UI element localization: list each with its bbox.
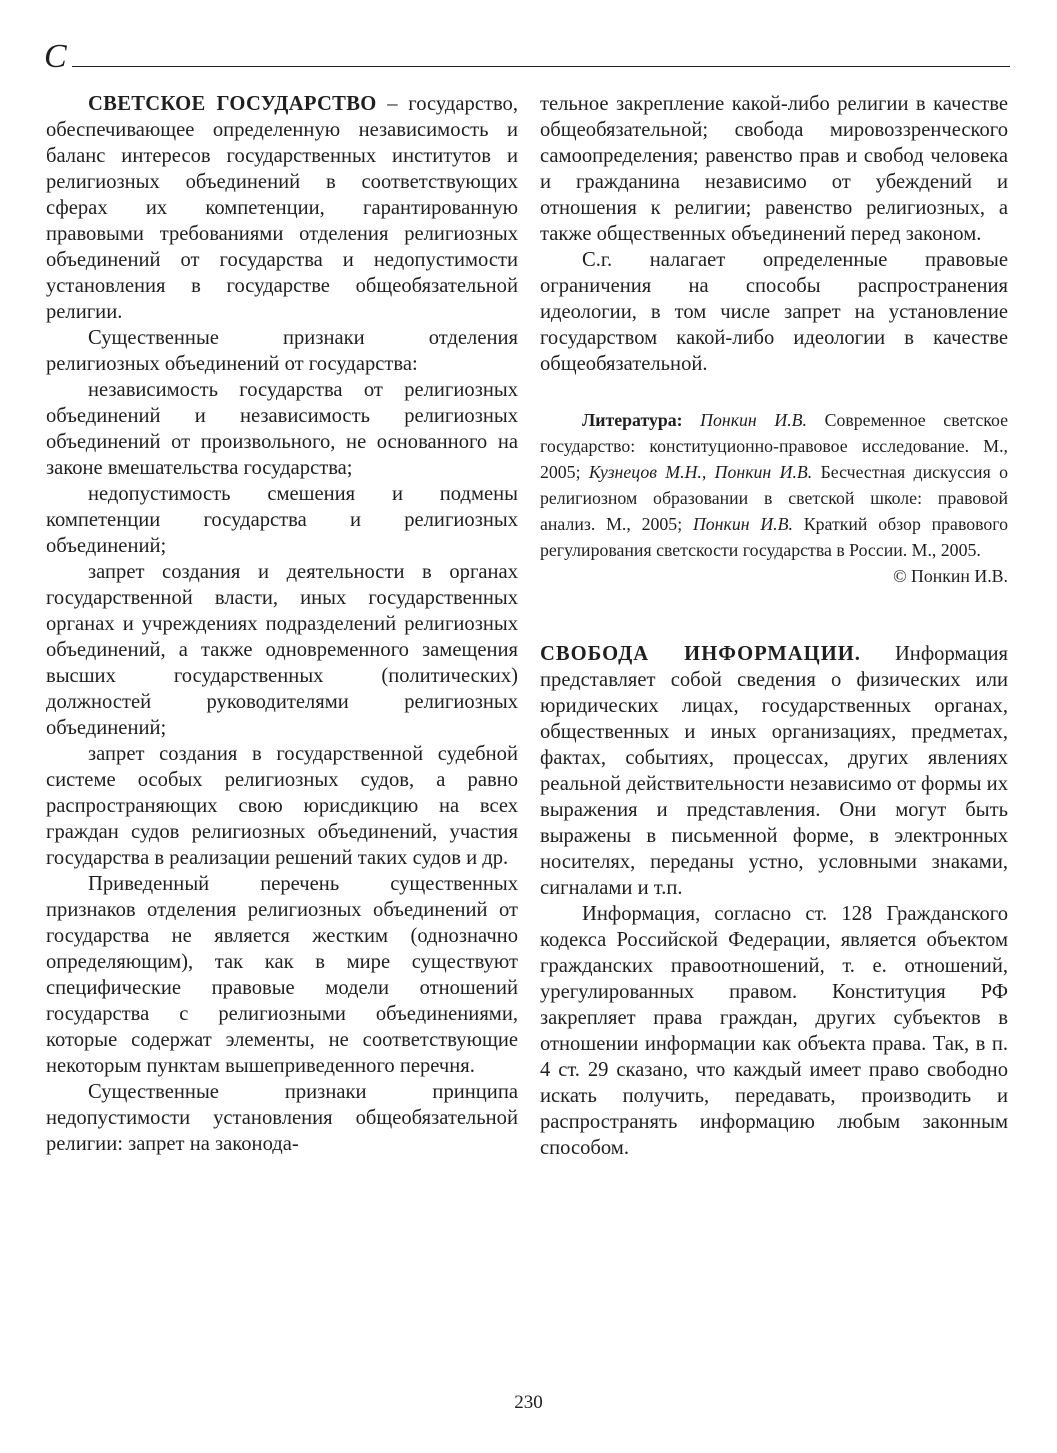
literature-block: [540, 407, 1008, 563]
page-number: 230: [514, 1392, 543, 1413]
paragraph-ideology: С.г. налагает определенные правовые ограничения на способы распространения идеологии, в том числе запрет на установление государством какой-либо идеологии в качестве общеобязательной.: [540, 249, 1008, 375]
paragraph-principle-continued: тельное закрепление какой-либо религии в качестве общеобязательной; свобода мировоззренческого самоопределения; равенство прав и свобод человека и гражданина независимо от убеждений и отношения к религии; равенство религиозных, а также общественных объединений перед законом.: [540, 93, 1008, 245]
header-rule: [72, 66, 1010, 67]
literature-label: Литература:: [582, 410, 683, 430]
paragraph-signs-intro: Существенные признаки отделения религиозных объединений от государства:: [46, 327, 518, 375]
copyright-line: © Понкин И.В.: [893, 566, 1008, 586]
paragraph-information: Информация, согласно ст. 128 Гражданского кодекса Российской Федерации, является объектом гражданских правоотношений, т. е. отношений, урегулированных правом. Конституция РФ закрепляет права граждан, других субъектов в отношении информации как объекта права. Так, в п. 4 ст. 29 сказано, что каждый имеет право свободно искать получить, передавать, производить и распространять информацию любым законным способом.: [540, 903, 1008, 1159]
entry-definition: – государство, обеспечивающее определенную независимость и баланс интересов государственных институтов и религиозных объединений в соответствующих сферах их компетенции, гарантированную правовыми требованиями отделения религиозных объединений от государства и недопустимости установления в государстве общеобязательной религии.: [46, 93, 519, 323]
entry-definition: [540, 641, 1008, 901]
literature-author: Понкин И.В.: [692, 514, 793, 534]
entry-term: СВЕТСКОЕ ГОСУДАРСТВО: [88, 93, 377, 115]
list-item: запрет создания и деятельности в органах государственной власти, иных государственных органах и учреждениях подразделений религиозных объединений, а также одновременного замещения высших государственных (политических) должностей руководителями религиозных объединений;: [46, 561, 518, 739]
entry-definition-text: Информация представляет собой сведения о физических или юридических лицах, государственных органах, общественных и иных организациях, предметах, фактах, событиях, процессах, других явлениях реальной действительности независимо от формы их выражения и представления. Они могут быть выражены в письменной форме, в электронных носителях, переданы устно, условными знаками, сигналами и т.п.: [540, 643, 1009, 899]
literature-text: Современное светское государство: конституционно-правовое исследование. М., 2005;: [540, 410, 1008, 482]
header-section-letter: С: [44, 38, 67, 75]
paragraph-principle-start: Существенные признаки принципа недопустимости установления общеобязательной религии: запрет на законода-: [46, 1081, 518, 1155]
list-item: запрет создания в государственной судебной системе особых религиозных судов, а равно распространяющих свою юрисдикцию на всех граждан судов религиозных объединений, участия государства в реализации решений таких судов и др.: [46, 743, 518, 869]
entry-secular-state: [46, 91, 518, 325]
list-item: независимость государства от религиозных объединений и независимость религиозных объединений от произвольного, не основанного на законе вмешательства государства;: [46, 379, 518, 479]
entry-freedom-of-information: [540, 641, 1008, 1161]
literature-text: Краткий обзор правового регулирования светскости государства в России. М., 2005.: [540, 514, 1009, 560]
right-column: [540, 91, 1008, 1161]
literature-author: Понкин И.В.: [700, 410, 807, 430]
literature-author: Кузнецов М.Н., Понкин И.В.: [588, 462, 813, 482]
literature-text: Бесчестная дискуссия о религиозном образовании в светской школе: правовой анализ. М., 2005;: [540, 462, 1009, 534]
left-column: [46, 91, 518, 1157]
list-item: недопустимость смешения и подмены компетенции государства и религиозных объединений;: [46, 483, 518, 557]
paragraph-list-note: Приведенный перечень существенных признаков отделения религиозных объединений от государства не является жестким (однозначно определяющим), так как в мире существуют специфические правовые модели отношений государства с религиозными объединениями, которые содержат элементы, не соответствующие некоторым пунктам вышеприведенного перечня.: [46, 873, 518, 1077]
entry-term: СВОБОДА ИНФОРМАЦИИ.: [540, 643, 861, 665]
